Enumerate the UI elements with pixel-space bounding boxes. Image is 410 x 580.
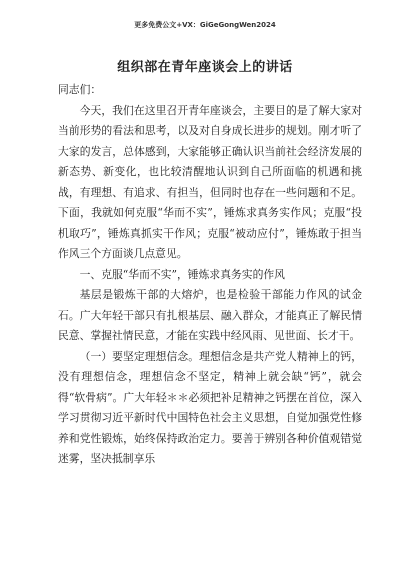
section-heading-1: 一、克服“华而不实”，锤炼求真务实的作风 xyxy=(79,267,285,281)
document-body xyxy=(58,80,362,470)
paragraph-section-1: 基层是锻炼干部的大熔炉，也是检验干部能力作风的试金石。广大年轻干部只有扎根基层、融入群众，才能真正了解民情民意、掌握社情民意，才能在实践中经风雨、见世面、长才干。 xyxy=(58,288,362,342)
paragraph-subsection-1: （一）要坚定理想信念。理想信念是共产党人精神上的钙，没有理想信念，理想信念不坚定，精神上就会缺“钙”，就会得“软骨病”。广大年轻＊＊必须把补足精神之钙摆在首位，深入学习贯彻习近平新时代中国特色社会主义思想，自觉加强党性修养和党性锻炼，始终保持政治定力。要善于辨别各种价值观错觉迷雾，坚决抵制享乐 xyxy=(58,349,362,465)
document-title: 组织部在青年座谈会上的讲话 xyxy=(117,60,293,75)
header-note: 更多免费公文+VX：GiGeGongWen2024 xyxy=(134,21,276,29)
salutation: 同志们： xyxy=(58,83,102,96)
paragraph-intro: 今天，我们在这里召开青年座谈会，主要目的是了解大家对当前形势的看法和思考，以及对自身成长进步的规划。刚才听了大家的发言，总体感到，大家能够正确认识当前社会经济发展的新态势、新变化，也比较清醒地认识到自己所面临的机遇和挑战，有理想、有追求、有担当，但同时也存在一些问题和不足。下面，我就如何克服“华而不实”，锤炼求真务实作风；克服“投机取巧”，锤炼真抓实干作风；克服“被动应付”，锤炼敢于担当作风三个方面谈几点意见。 xyxy=(58,103,362,260)
